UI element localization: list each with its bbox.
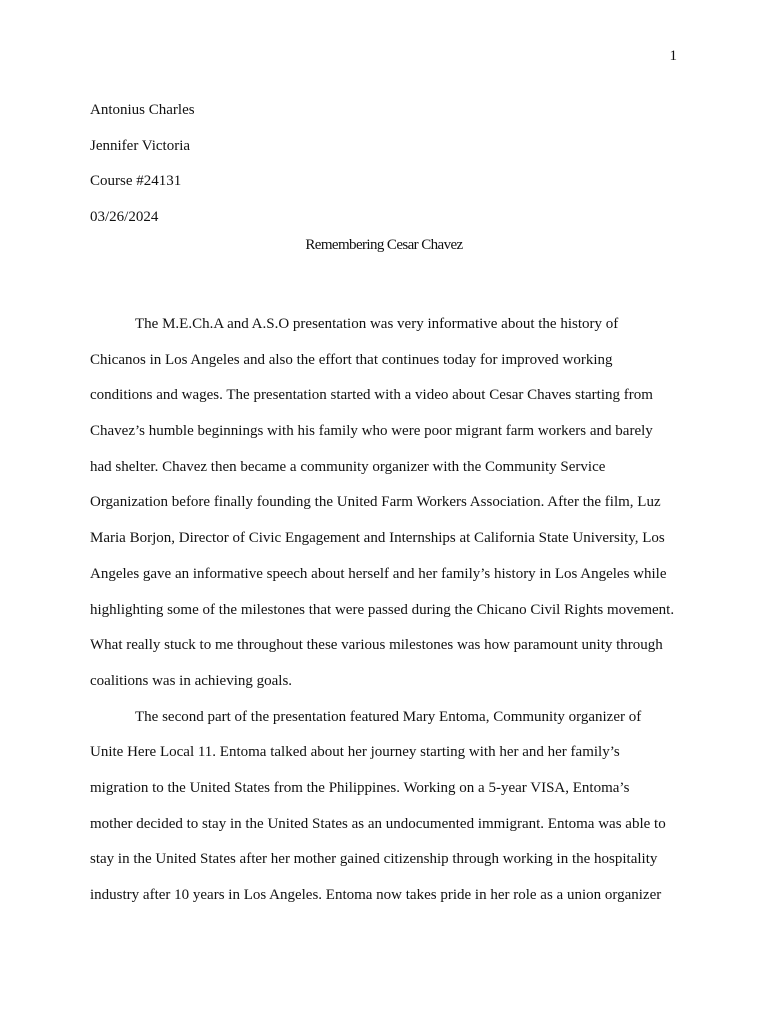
paragraph-1-line: The M.E.Ch.A and A.S.O presentation was very informative about the history of [135,316,619,332]
paragraph-1-line: coalitions was in achieving goals. [90,672,293,689]
paragraph-2-line: Unite Here Local 11. Entoma talked about her journey starting with her and her family’s [90,744,620,761]
paragraph-2-line: The second part of the presentation featured Mary Entoma, Community organizer of [135,708,642,725]
paragraph-2-line: migration to the United States from the Philippines. Working on a 5-year VISA, Entoma’s [90,779,630,796]
paragraph-1-line: had shelter. Chavez then became a community organizer with the Community Service [90,458,606,475]
header-block [90,93,678,235]
paragraph-2-line: industry after 10 years in Los Angeles. Entoma now takes pride in her role as a union organizer [90,887,662,903]
body-text [90,307,678,914]
page-number: 1 [669,48,677,64]
paragraph-1-line: Maria Borjon, Director of Civic Engagement and Internships at California State University, Los [90,530,665,547]
paragraph-2-line: stay in the United States after her mother gained citizenship through working in the hospitality [90,851,658,868]
paragraph-1-line: highlighting some of the milestones that were passed during the Chicano Civil Rights movement. [90,601,675,618]
instructor-name: Jennifer Victoria [90,137,191,154]
author-name: Antonius Charles [90,102,195,118]
paragraph-1-line: Organization before finally founding the United Farm Workers Association. After the film, Luz [90,494,661,511]
paragraph-1-line: Chicanos in Los Angeles and also the effort that continues today for improved working [90,351,613,368]
course-number: Course #24131 [90,173,182,189]
document-title: Remembering Cesar Chavez [305,237,463,253]
paragraph-1-line: What really stuck to me throughout these various milestones was how paramount unity through [90,637,663,654]
document-date: 03/26/2024 [90,208,159,225]
paragraph-1-line: Chavez’s humble beginnings with his family who were poor migrant farm workers and barely [90,423,653,440]
paragraph-1-line: conditions and wages. The presentation started with a video about Cesar Chaves starting from [90,387,653,404]
paragraph-2-line: mother decided to stay in the United States as an undocumented immigrant. Entoma was able to [90,815,666,832]
paragraph-1-line: Angeles gave an informative speech about herself and her family’s history in Los Angeles while [90,565,667,582]
